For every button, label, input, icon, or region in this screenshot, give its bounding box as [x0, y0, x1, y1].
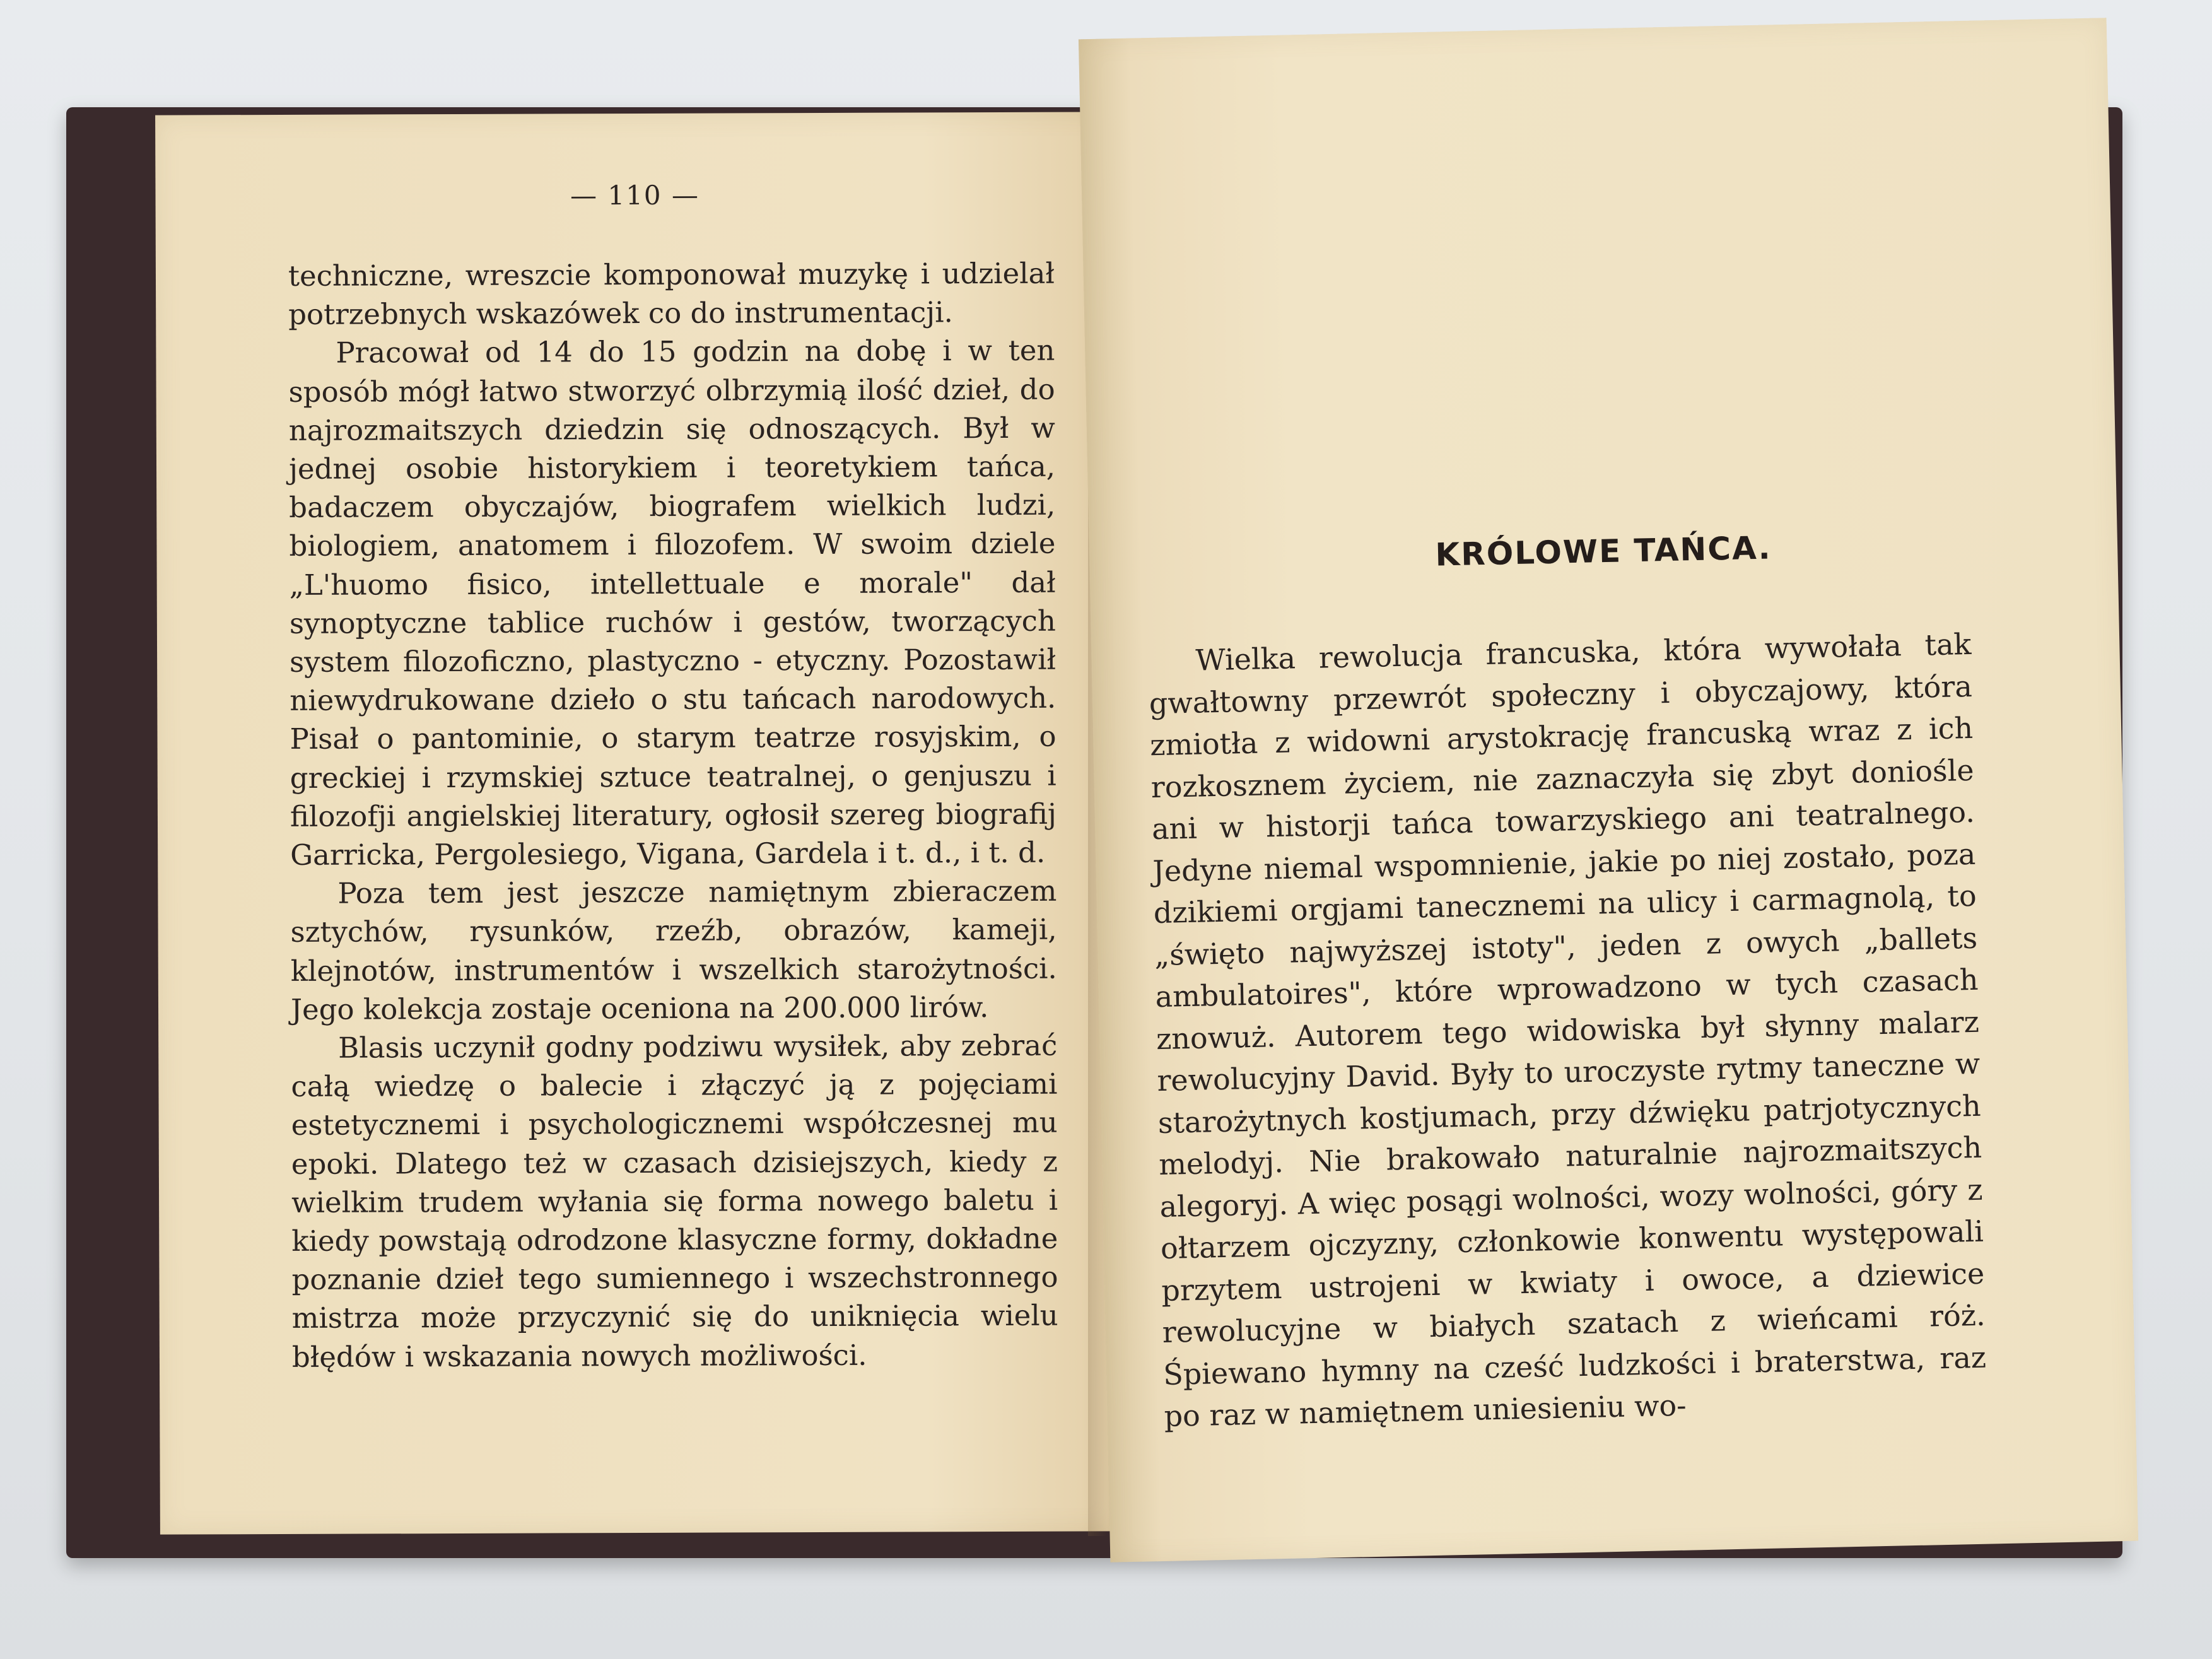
right-page-text: [1148, 623, 1987, 1438]
left-page: [155, 112, 1119, 1534]
paragraph: Blasis uczynił godny podziwu wysiłek, aby zebrać całą wiedzę o balecie i złączyć ją z pojęciami estetycznemi i psychologicznemi współczesnej mu epoki. Dlatego też w czasach dzisiejszych, kiedy z wielkim trudem wyłania się forma nowego baletu i kiedy powstają odrodzone klasyczne formy, dokładne poznanie dzieł tego sumiennego i wszechstronnego mistrza może przyczynić się do uniknięcia wielu błędów i wskazania nowych możliwości.: [291, 1028, 1058, 1374]
paragraph: Poza tem jest jeszcze namiętnym zbieraczem sztychów, rysunków, rzeźb, obrazów, kameji, klejnotów, instrumentów i wszelkich starożytności. Jego kolekcja zostaje oceniona na 200.000 lirów.: [290, 874, 1057, 1026]
left-page-text: [288, 254, 1058, 1376]
paragraph: Pracował od 14 do 15 godzin na dobę i w ten sposób mógł łatwo stworzyć olbrzymią ilość dzieł, do najrozmaitszych dziedzin się odnoszących. Był w jednej osobie historykiem i teoretykiem tańca, badaczem obyczajów, biografem wielkich ludzi, biologiem, anatomem i filozofem. W swoim dziele „L'huomo fisico, intellettuale e morale" dał synoptyczne tablice ruchów i gestów, tworzących system filozoficzno, plastyczno - etyczny. Pozostawił niewydrukowane dzieło o stu tańcach narodowych. Pisał o pantominie, o starym teatrze rosyjskim, o greckiej i rzymskiej sztuce teatralnej, o genjuszu i filozofji angielskiej literatury, ogłosił szereg biografij Garricka, Pergolesiego, Vigana, Gardela i t. d., i t. d.: [288, 334, 1057, 872]
right-page: [1079, 18, 2138, 1562]
paragraph: techniczne, wreszcie komponował muzykę i udzielał potrzebnych wskazówek co do instrumentacji.: [288, 256, 1055, 332]
page-number: — 110 —: [570, 179, 700, 211]
paragraph: Wielka rewolucja francuska, która wywołała tak gwałtowny przewrót społeczny i obyczajowy, która zmiotła z widowni arystokrację francuską wraz z ich rozkosznem życiem, nie zaznaczyła się zbyt doniośle ani w historji tańca towarzyskiego ani teatralnego. Jedyne niemal wspomnienie, jakie po niej zostało, poza dzikiemi orgjami tanecznemi na ulicy i carmagnolą, to „święto najwyższej istoty", jeden z owych „ballets ambulatoires", które wprowadzono w tych czasach znowuż. Autorem tego widowiska był słynny malarz rewolucyjny David. Były to uroczyste rytmy taneczne w starożytnych kostjumach, przy dźwięku patrjotycznych melodyj. Nie brakowało naturalnie najrozmaitszych alegoryj. A więc posągi wolności, wozy wolności, góry z ołtarzem ojczyzny, członkowie konwentu występowali przytem ustrojeni w kwiaty i owoce, a dziewice rewolucyjne w białych szatach z wieńcami róż. Śpiewano hymny na cześć ludzkości i braterstwa, raz po raz w namiętnem uniesieniu wo-: [1149, 626, 1987, 1433]
chapter-title: KRÓLOWE TAŃCA.: [1434, 529, 1772, 573]
